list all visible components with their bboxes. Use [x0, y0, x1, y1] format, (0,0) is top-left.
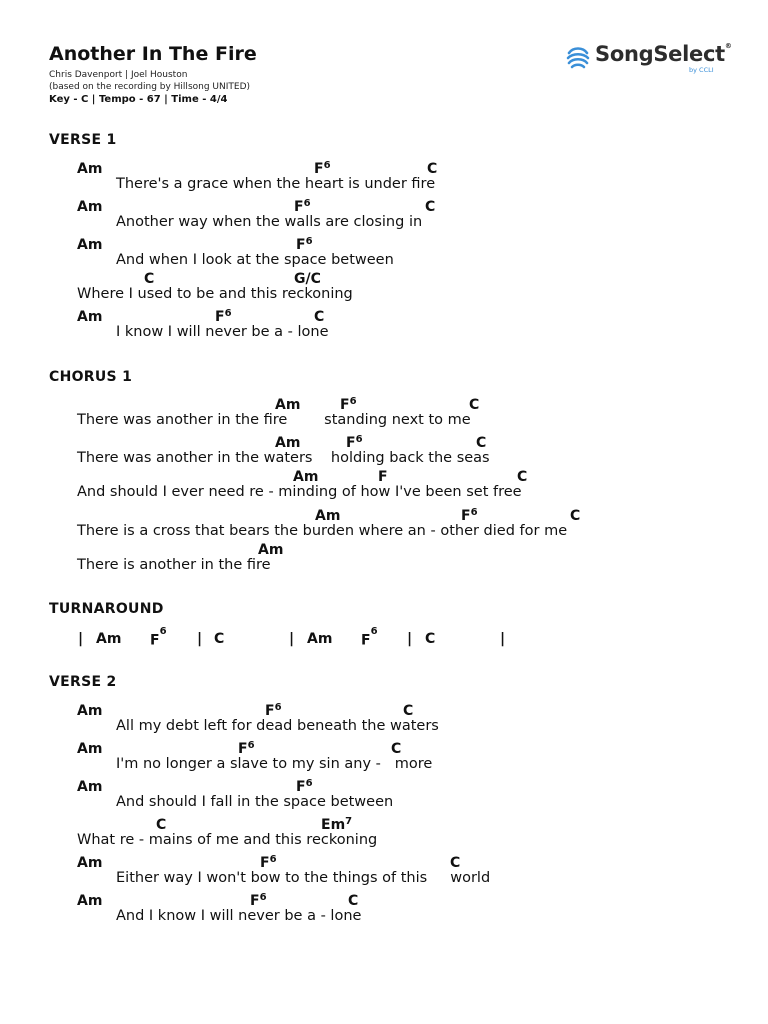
chord: C [517, 469, 528, 485]
lyric-line: There's a grace when the heart is under fire [116, 176, 436, 192]
chord: Am [77, 199, 103, 215]
chord: C [427, 161, 438, 177]
lyric-line: I'm no longer a slave to my sin any - more [116, 756, 433, 772]
by-ccli: by CCLI [689, 66, 714, 74]
chord: Am [77, 779, 103, 795]
chord: $F^6$ [461, 507, 478, 524]
chord: Am [77, 893, 103, 909]
chord: C [403, 703, 414, 719]
bar-line: | [500, 631, 506, 647]
chord: F [378, 469, 388, 485]
lyric-line: Another way when the walls are closing in [116, 214, 423, 230]
chord: $F^6$ [314, 160, 331, 177]
chord: C [476, 435, 487, 451]
songselect-swirl-icon [565, 44, 591, 70]
chord: $F^6$ [361, 626, 378, 649]
chord: $F^6$ [215, 308, 232, 325]
section-label-verse-2: VERSE 2 [49, 674, 117, 690]
chord: Am [275, 435, 301, 451]
lyric-line: Either way I won't bow to the things of this world [116, 870, 491, 886]
lyric-line: And I know I will never be a - lone [116, 908, 362, 924]
bar-line: | [289, 631, 295, 647]
chord: $F^6$ [260, 854, 277, 871]
bar-line: | [407, 631, 413, 647]
lyric-line: I know I will never be a - lone [116, 324, 329, 340]
lyric-line: What re - mains of me and this reckoning [77, 832, 378, 848]
bar-line: | [197, 631, 203, 647]
chord: Am [96, 631, 122, 647]
section-label-verse-1: VERSE 1 [49, 132, 117, 148]
chord: $F^6$ [294, 198, 311, 215]
songselect-wordmark: SongSelect® [595, 42, 732, 66]
chord: Am [275, 397, 301, 413]
songselect-logo [565, 42, 732, 76]
lyric-line: There is another in the fire [77, 557, 271, 573]
section-label-turnaround: TURNAROUND [49, 601, 164, 617]
chord: $F^6$ [150, 626, 167, 649]
lyric-line: All my debt left for dead beneath the waters [116, 718, 439, 734]
chord: $F^6$ [340, 396, 357, 413]
chord: C [144, 271, 155, 287]
lyric-line: There was another in the fire standing next to me [77, 412, 471, 428]
lyric-line: And should I fall in the space between [116, 794, 394, 810]
recording-note: (based on the recording by Hillsong UNITED) [49, 82, 251, 92]
chord: C [425, 199, 436, 215]
chord: $F^6$ [265, 702, 282, 719]
chord: Am [77, 309, 103, 325]
chord: C [214, 631, 225, 647]
lyric-line: And when I look at the space between [116, 252, 394, 268]
chord: Am [307, 631, 333, 647]
chord: C [469, 397, 480, 413]
chord: Am [77, 703, 103, 719]
song-authors: Chris Davenport | Joel Houston [49, 70, 188, 80]
chord: $F^6$ [296, 778, 313, 795]
chord: Am [77, 237, 103, 253]
chord: Am [258, 542, 284, 558]
chord: Am [315, 508, 341, 524]
chord: $F^6$ [238, 740, 255, 757]
chord: G/C [294, 271, 321, 287]
chord: Am [77, 855, 103, 871]
chord: $F^6$ [250, 892, 267, 909]
chord: Am [77, 161, 103, 177]
lyric-line: There was another in the waters holding back the seas [77, 450, 490, 466]
chord: $F^6$ [296, 236, 313, 253]
chord: C [314, 309, 325, 325]
song-title: Another In The Fire [49, 43, 257, 65]
chord: C [570, 508, 581, 524]
chord: C [348, 893, 359, 909]
chord: Am [77, 741, 103, 757]
bar-line: | [78, 631, 84, 647]
chord: Em$^7$ [321, 816, 353, 833]
key-tempo-time: Key - C | Tempo - 67 | Time - 4/4 [49, 94, 228, 105]
lyric-line: There is a cross that bears the burden where an - other died for me [77, 523, 568, 539]
chord: $F^6$ [346, 434, 363, 451]
chord: C [391, 741, 402, 757]
chord: C [450, 855, 461, 871]
chord: C [425, 631, 436, 647]
chord: C [156, 817, 167, 833]
section-label-chorus-1: CHORUS 1 [49, 369, 133, 385]
lyric-line: And should I ever need re - minding of how I've been set free [77, 484, 522, 500]
chord: Am [293, 469, 319, 485]
lyric-line: Where I used to be and this reckoning [77, 286, 353, 302]
